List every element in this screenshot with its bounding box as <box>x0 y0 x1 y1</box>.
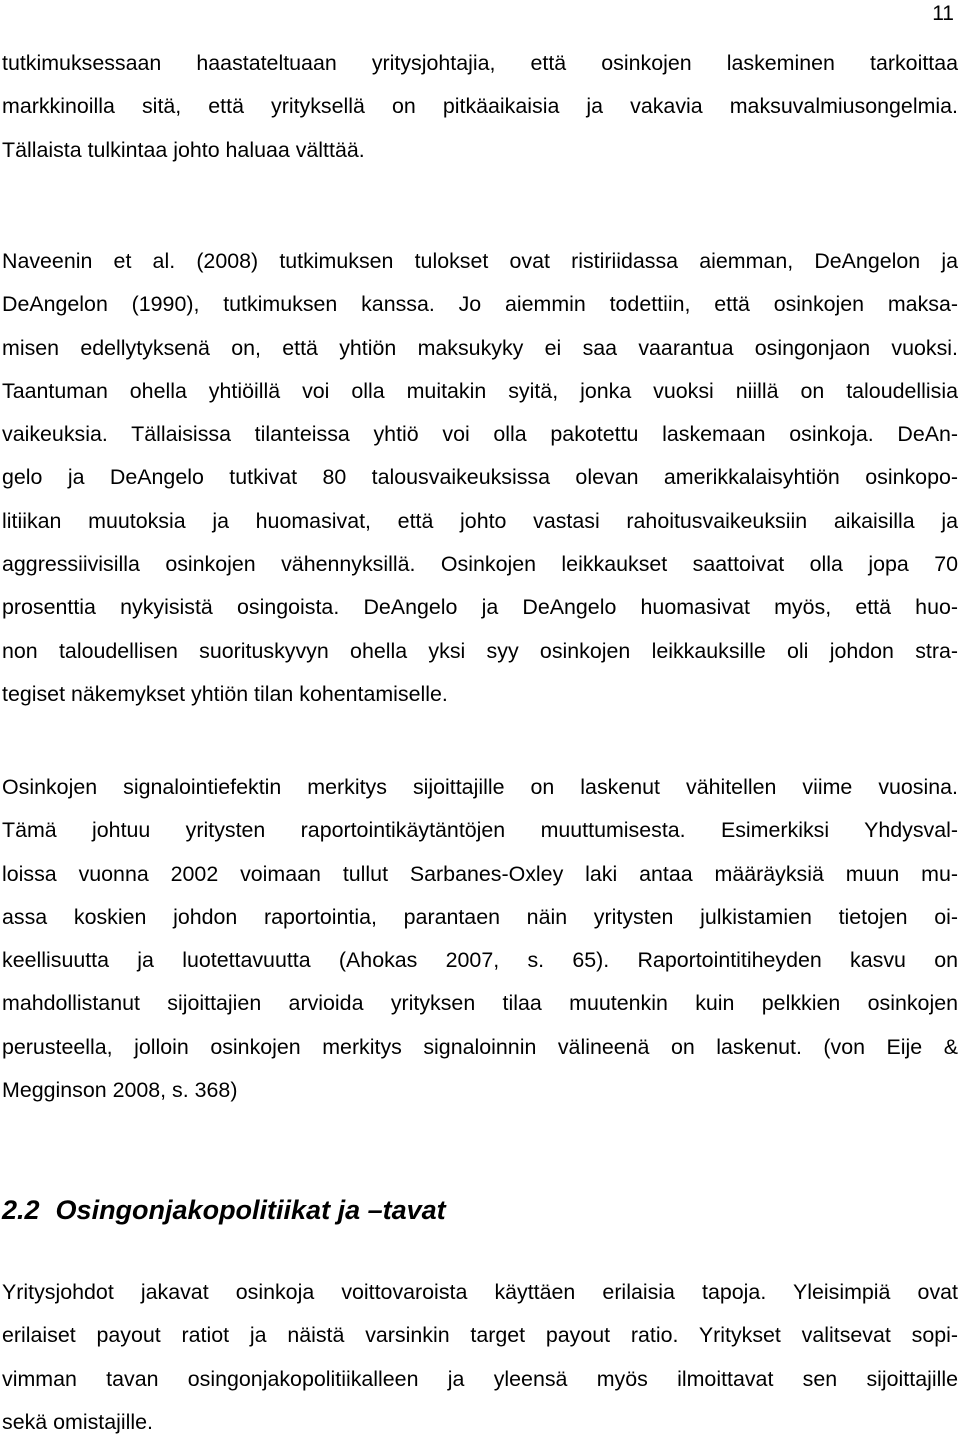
paragraph-line: Megginson 2008, s. 368) <box>2 1078 238 1103</box>
paragraph-line: Osinkojen signalointiefektin merkitys sijoittajille on laskenut vähitellen viime vuosina. <box>2 775 958 799</box>
paragraph-line: Tällaista tulkintaa johto haluaa välttää. <box>2 137 365 162</box>
page-number: 11 <box>932 2 954 25</box>
section-title: Osingonjakopolitiikat ja –tavat <box>55 1195 446 1225</box>
paragraph-3 <box>2 766 958 1112</box>
paragraph-line: assa koskien johdon raportointia, parantaen näin yritysten julkistamien tietojen oi- <box>2 904 958 929</box>
paragraph-line: aggressiivisilla osinkojen vähennyksillä. Osinkojen leikkaukset saattoivat olla jopa 70 <box>2 552 958 577</box>
paragraph-line: misen edellytyksenä on, että yhtiön maksukyky ei saa vaarantua osingonjaon vuoksi. <box>2 335 958 360</box>
paragraph-line: Naveenin et al. (2008) tutkimuksen tulokset ovat ristiriidassa aiemman, DeAngelon ja <box>2 249 958 273</box>
paragraph-line: vaikeuksia. Tällaisissa tilanteissa yhtiö voi olla pakotettu laskemaan osinkoja. DeAn- <box>2 422 958 447</box>
paragraph-line: keellisuutta ja luotettavuutta (Ahokas 2007, s. 65). Raportointitiheyden kasvu on <box>2 948 958 973</box>
paragraph-line: vimman tavan osingonjakopolitiikalleen ja yleensä myös ilmoittavat sen sijoittajille <box>2 1366 958 1391</box>
paragraph-line: DeAngelon (1990), tutkimuksen kanssa. Jo aiemmin todettiin, että osinkojen maksa- <box>2 292 958 317</box>
section-number: 2.2 <box>2 1195 40 1225</box>
paragraph-line: litiikan muutoksia ja huomasivat, että johto vastasi rahoitusvaikeuksiin aikaisilla ja <box>2 508 958 533</box>
paragraph-1 <box>2 42 958 172</box>
paragraph-line: gelo ja DeAngelo tutkivat 80 talousvaikeuksissa olevan amerikkalaisyhtiön osinkopo- <box>2 465 958 490</box>
paragraph-line: perusteella, jolloin osinkojen merkitys signaloinnin välineenä on laskenut. (von Eije & <box>2 1034 958 1059</box>
paragraph-line: sekä omistajille. <box>2 1409 153 1434</box>
paragraph-line: tegiset näkemykset yhtiön tilan kohentamiselle. <box>2 681 448 706</box>
paragraph-line: non taloudellisen suorituskyvyn ohella yksi syy osinkojen leikkauksille oli johdon stra- <box>2 638 958 663</box>
section-heading <box>2 1190 446 1230</box>
paragraph-line: loissa vuonna 2002 voimaan tullut Sarbanes-Oxley laki antaa määräyksiä muun mu- <box>2 861 958 886</box>
paragraph-line: prosenttia nykyisistä osingoista. DeAngelo ja DeAngelo huomasivat myös, että huo- <box>2 595 958 620</box>
paragraph-line: mahdollistanut sijoittajien arvioida yrityksen tilaa muutenkin kuin pelkkien osinkojen <box>2 991 958 1016</box>
paragraph-2 <box>2 240 958 716</box>
paragraph-line: tutkimuksessaan haastateltuaan yritysjohtajia, että osinkojen laskeminen tarkoittaa <box>2 51 958 75</box>
paragraph-4 <box>2 1271 958 1444</box>
paragraph-line: erilaiset payout ratiot ja näistä varsinkin target payout ratio. Yritykset valitsevat sopi- <box>2 1323 958 1348</box>
paragraph-line: Yritysjohdot jakavat osinkoja voittovaroista käyttäen erilaisia tapoja. Yleisimpiä ovat <box>2 1280 958 1304</box>
paragraph-line: Tämä johtuu yritysten raportointikäytäntöjen muuttumisesta. Esimerkiksi Yhdysval- <box>2 818 958 843</box>
paragraph-line: Taantuman ohella yhtiöillä voi olla muitakin syitä, jonka vuoksi niillä on taloudellisia <box>2 378 958 403</box>
paragraph-line: markkinoilla sitä, että yrityksellä on pitkäaikaisia ja vakavia maksuvalmiusongelmia. <box>2 94 958 119</box>
